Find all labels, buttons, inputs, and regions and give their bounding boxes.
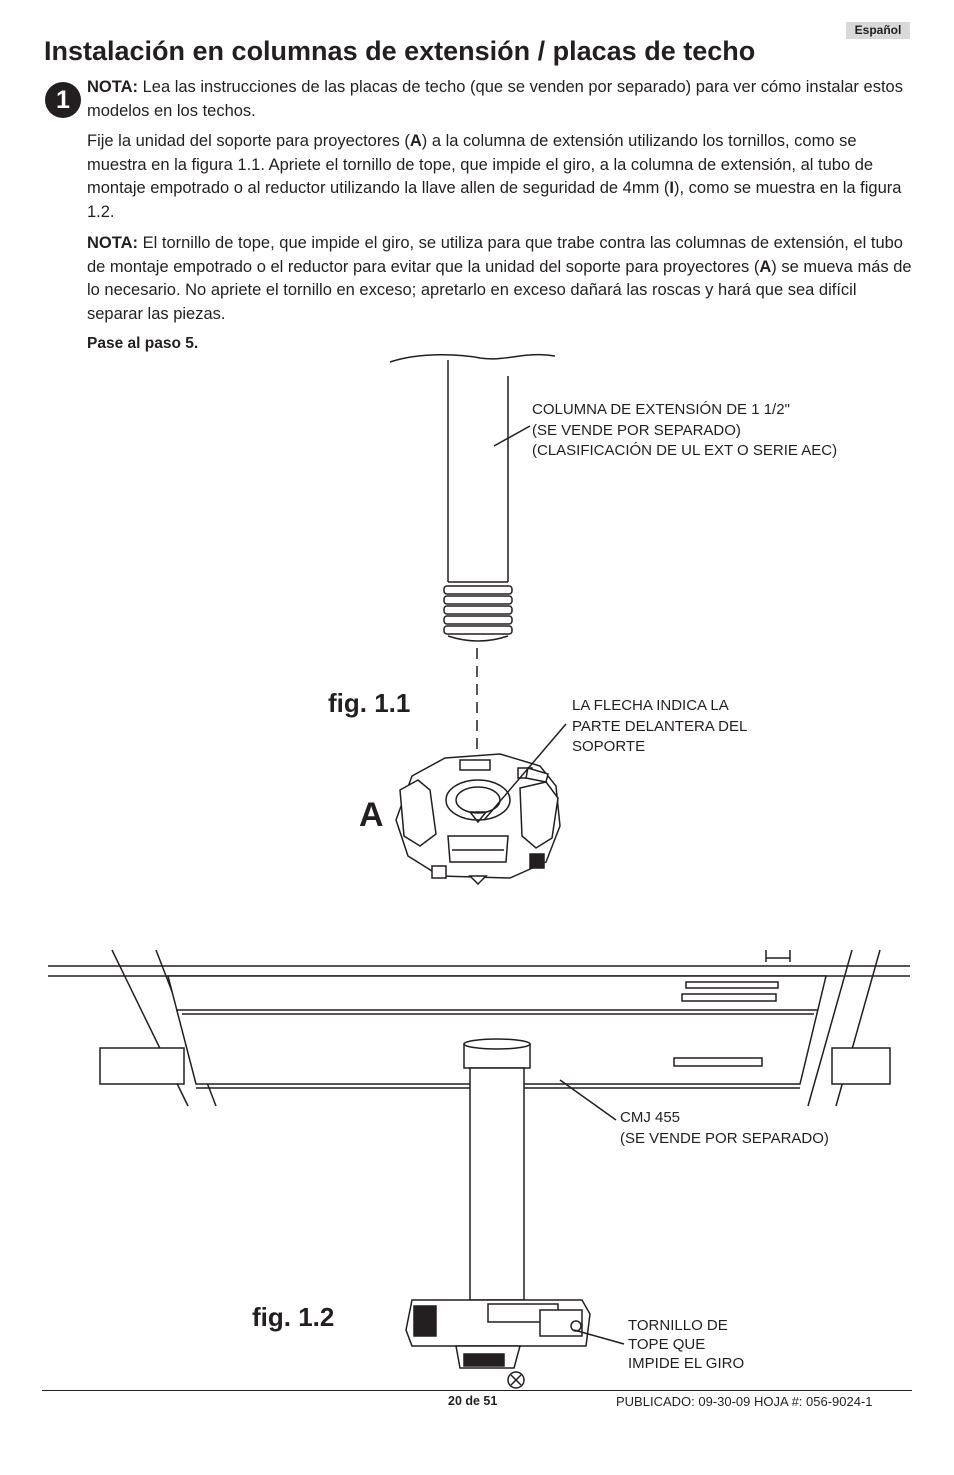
arrow-callout [572, 696, 747, 758]
callout-line: COLUMNA DE EXTENSIÓN DE 1 1/2" [532, 401, 790, 418]
instruction-text: ), como se muestra en la figura 1.2. [87, 179, 902, 221]
note-text: El tornillo de tope, que impide el giro, se utiliza para que trabe contra las columnas de extensión, el tubo de montaje empotrado o el reductor para evitar que la unidad del soporte para proyectores ( [87, 234, 903, 276]
callout-line: (SE VENDE POR SEPARADO) [532, 421, 741, 439]
screw-callout [628, 1316, 744, 1373]
part-ref-i: I [669, 179, 675, 197]
mounting-pole-drawing [464, 1039, 530, 1300]
publication-info: PUBLICADO: 09-30-09 HOJA #: 056-9024-1 [616, 1394, 873, 1409]
column-leader-line [494, 426, 530, 446]
callout-line: (CLASIFICACIÓN DE UL EXT O SERIE AEC) [532, 442, 838, 459]
page-number: 20 de 51 [448, 1394, 498, 1408]
cmj-leader-line [560, 1080, 616, 1120]
callout-line: CMJ 455 [620, 1109, 681, 1126]
language-tag: Español [846, 22, 910, 39]
note-text: Lea las instrucciones de las placas de techo (que se venden por separado) para ver cómo instalar estos modelos en los techos. [87, 78, 903, 120]
callout-line: IMPIDE EL GIRO [628, 1355, 745, 1372]
column-callout [532, 400, 837, 462]
cmj-callout [620, 1108, 829, 1149]
extension-column-drawing [390, 355, 555, 641]
projector-mount-drawing [396, 754, 560, 884]
footer-divider [42, 1390, 912, 1391]
instruction-text: Fije la unidad del soporte para proyectores ( [87, 132, 410, 150]
mount-side-view-drawing [406, 1300, 590, 1388]
next-step-text: Pase al paso 5. [87, 335, 199, 352]
callout-line: LA FLECHA INDICA LA [572, 697, 729, 714]
part-ref-a: A [759, 257, 772, 276]
callout-line: TOPE QUE [628, 1336, 706, 1353]
instruction-text: ) a la columna de extensión utilizando los tornillos, como se muestra en la figura 1.1. Apriete el tornillo de tope, que impide el giro, a la columna de extensión, al tubo de montaje empotrado o al reductor utilizando la llave allen de seguridad de 4mm ( [87, 132, 874, 197]
callout-line: TORNILLO DE [628, 1317, 728, 1334]
page-title: Instalación en columnas de extensión / placas de techo [44, 36, 756, 66]
note-label: NOTA: [87, 234, 139, 252]
part-ref-a: A [409, 132, 422, 150]
part-letter-a: A [359, 796, 384, 834]
callout-line: SOPORTE [572, 738, 646, 755]
note-label: NOTA: [87, 78, 139, 96]
step-number-badge: 1 [45, 82, 81, 118]
callout-line: PARTE DELANTERA DEL [572, 717, 748, 735]
callout-line: (SE VENDE POR SEPARADO) [620, 1129, 829, 1147]
note-text: ) se mueva más de lo necesario. No apriete el tornillo en exceso; apretarlo en exceso dañará las roscas y hará que sea difícil separar las piezas. [87, 257, 912, 323]
figure-1-1-label: fig. 1.1 [328, 688, 411, 718]
figure-1-2-label: fig. 1.2 [252, 1302, 335, 1332]
